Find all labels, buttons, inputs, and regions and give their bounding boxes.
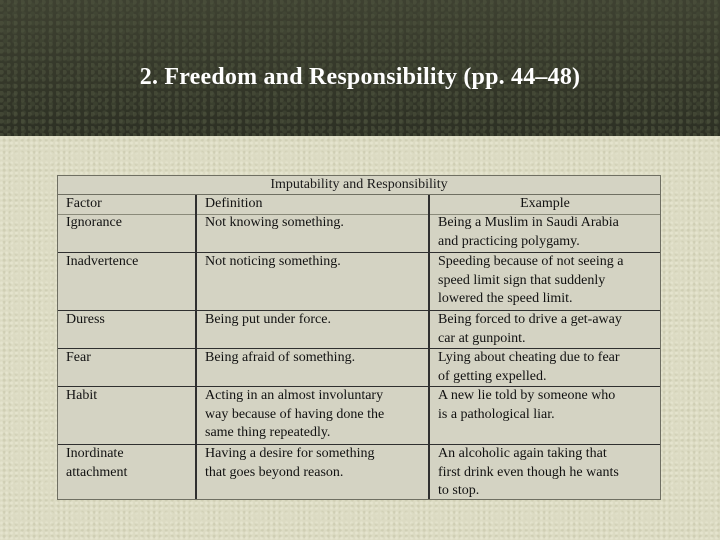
- table-row: [58, 349, 660, 387]
- definition-cell: [195, 445, 428, 499]
- example-text: An alcoholic again taking that: [438, 446, 607, 461]
- imputability-table: [57, 175, 661, 500]
- example-cell: [428, 311, 660, 349]
- factor-text: Ignorance: [66, 215, 122, 230]
- example-text: Speeding because of not seeing a: [438, 254, 624, 269]
- definition-text: Acting in an almost involuntary: [205, 388, 384, 403]
- table-row: [58, 387, 660, 444]
- table-row: [58, 214, 660, 252]
- factor-text: Inordinate: [66, 446, 124, 461]
- example-text: lowered the speed limit.: [438, 291, 573, 306]
- example-text: first drink even though he wants: [438, 464, 619, 480]
- factor-text: Habit: [66, 388, 98, 403]
- example-text: A new lie told by someone who: [438, 388, 616, 403]
- table-header-row: [58, 195, 660, 214]
- definition-text: Being afraid of something.: [205, 350, 356, 365]
- factor-text: Fear: [66, 350, 91, 365]
- factor-cell: [58, 349, 195, 387]
- factor-text: attachment: [66, 464, 128, 480]
- definition-text: Not noticing something.: [205, 254, 341, 269]
- factor-text: Inadvertence: [66, 254, 139, 269]
- example-cell: [428, 387, 660, 444]
- example-cell: [428, 349, 660, 387]
- header-example: Example: [428, 195, 660, 214]
- example-text: car at gunpoint.: [438, 330, 526, 346]
- definition-text: way because of having done the: [205, 406, 385, 422]
- factor-cell: [58, 311, 195, 349]
- example-text: speed limit sign that suddenly: [438, 272, 606, 288]
- definition-text: that goes beyond reason.: [205, 464, 344, 480]
- table-row: [58, 445, 660, 499]
- example-text: Being forced to drive a get-away: [438, 312, 622, 327]
- factor-cell: [58, 445, 195, 499]
- example-cell: [428, 214, 660, 252]
- example-cell: [428, 445, 660, 499]
- example-text: is a pathological liar.: [438, 406, 555, 422]
- factor-text: Duress: [66, 312, 105, 327]
- example-text: Lying about cheating due to fear: [438, 350, 620, 365]
- example-text: of getting expelled.: [438, 368, 547, 384]
- table-row: [58, 253, 660, 310]
- header-definition: Definition: [195, 195, 428, 214]
- definition-cell: [195, 387, 428, 444]
- factor-cell: [58, 253, 195, 310]
- definition-text: Not knowing something.: [205, 215, 344, 230]
- example-cell: [428, 253, 660, 310]
- example-text: to stop.: [438, 483, 480, 498]
- definition-text: same thing repeatedly.: [205, 425, 331, 440]
- factor-cell: [58, 214, 195, 252]
- definition-cell: [195, 349, 428, 387]
- slide-title: 2. Freedom and Responsibility (pp. 44–48): [139, 64, 581, 90]
- definition-cell: [195, 253, 428, 310]
- example-text: and practicing polygamy.: [438, 233, 580, 249]
- header-factor: Factor: [66, 196, 102, 211]
- definition-text: Having a desire for something: [205, 446, 375, 461]
- example-text: Being a Muslim in Saudi Arabia: [438, 215, 619, 230]
- definition-text: Being put under force.: [205, 312, 331, 327]
- definition-cell: [195, 311, 428, 349]
- factor-cell: [58, 387, 195, 444]
- definition-cell: [195, 214, 428, 252]
- table-caption: Imputability and Responsibility: [58, 176, 660, 195]
- table-row: [58, 311, 660, 349]
- slide-header-band: [0, 0, 720, 136]
